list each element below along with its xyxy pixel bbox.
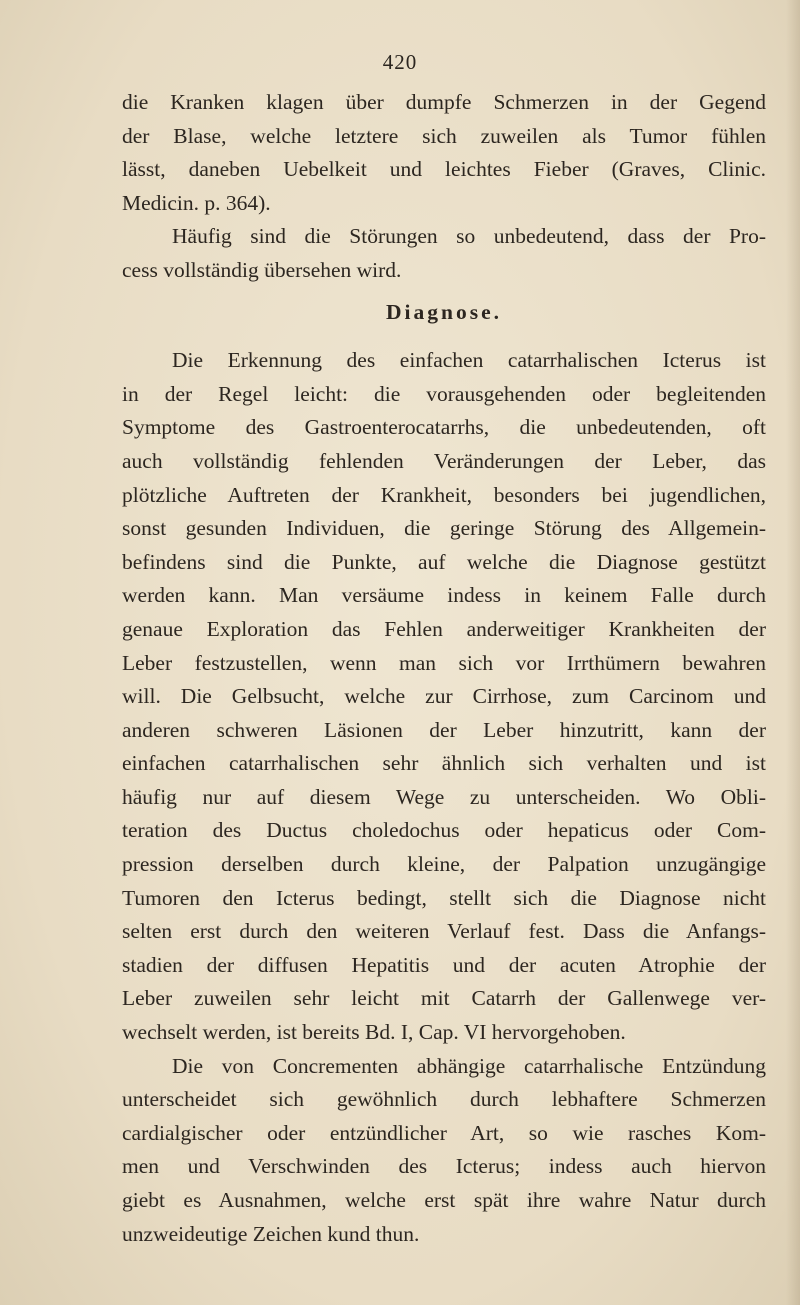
text-line: befindens sind die Punkte, auf welche die Diagnose gestützt xyxy=(122,549,766,574)
text-line: Leber festzustellen, wenn man sich vor Irrthümern bewahren xyxy=(122,650,766,675)
text-line: einfachen catarrhalischen sehr ähnlich sich verhalten und ist xyxy=(122,751,766,776)
text-line: selten erst durch den weiteren Verlauf fest. Dass die Anfangs- xyxy=(122,919,766,944)
text-line: Symptome des Gastroenterocatarrhs, die unbedeutenden, oft xyxy=(122,415,766,440)
text-line: teration des Ductus choledochus oder hepaticus oder Com- xyxy=(122,818,766,843)
text-line: giebt es Ausnahmen, welche erst spät ihre wahre Natur durch xyxy=(122,1188,766,1212)
text-line: Häufig sind die Störungen so unbedeutend, dass der Pro- xyxy=(172,224,766,249)
page-edge-shadow xyxy=(786,0,800,1305)
page-number: 420 xyxy=(382,50,418,74)
text-line: unterscheidet sich gewöhnlich durch lebhaftere Schmerzen xyxy=(122,1087,766,1112)
text-line: cardialgischer oder entzündlicher Art, so wie rasches Kom- xyxy=(122,1120,766,1145)
text-line: in der Regel leicht: die vorausgehenden oder begleitenden xyxy=(122,381,766,406)
text-line: genaue Exploration das Fehlen anderweitiger Krankheiten der xyxy=(122,616,766,641)
text-line: will. Die Gelbsucht, welche zur Cirrhose, zum Carcinom und xyxy=(122,684,766,709)
text-line: die Kranken klagen über dumpfe Schmerzen in der Gegend xyxy=(122,90,766,114)
text-line: Medicin. p. 364). xyxy=(122,190,271,215)
text-line: cess vollständig übersehen wird. xyxy=(122,257,402,282)
text-line: Leber zuweilen sehr leicht mit Catarrh der Gallenwege ver- xyxy=(122,986,766,1011)
text-line: pression derselben durch kleine, der Palpation unzugängige xyxy=(122,852,766,877)
text-line: werden kann. Man versäume indess in keinem Falle durch xyxy=(122,583,766,608)
text-line: unzweideutige Zeichen kund thun. xyxy=(122,1221,420,1246)
text-line: stadien der diffusen Hepatitis und der acuten Atrophie der xyxy=(122,952,766,977)
text-line: Die von Concrementen abhängige catarrhalische Entzündung xyxy=(172,1053,766,1078)
text-line: Tumoren den Icterus bedingt, stellt sich die Diagnose nicht xyxy=(122,885,766,910)
text-line: plötzliche Auftreten der Krankheit, besonders bei jugendlichen, xyxy=(122,482,766,507)
text-line: häufig nur auf diesem Wege zu unterscheiden. Wo Obli- xyxy=(122,784,766,809)
text-line: sonst gesunden Individuen, die geringe Störung des Allgemein- xyxy=(122,516,766,541)
text-line: lässt, daneben Uebelkeit und leichtes Fieber (Graves, Clinic. xyxy=(122,157,766,182)
text-line: anderen schweren Läsionen der Leber hinzutritt, kann der xyxy=(122,717,766,742)
body-text xyxy=(122,86,766,1251)
text-line: der Blase, welche letztere sich zuweilen als Tumor fühlen xyxy=(122,123,766,148)
section-heading: Diagnose. xyxy=(386,299,502,324)
text-line: men und Verschwinden des Icterus; indess auch hiervon xyxy=(122,1154,766,1179)
text-line: auch vollständig fehlenden Veränderungen der Leber, das xyxy=(122,448,766,473)
text-line: Die Erkennung des einfachen catarrhalischen Icterus ist xyxy=(172,348,766,373)
text-line: wechselt werden, ist bereits Bd. I, Cap. VI hervorgehoben. xyxy=(122,1020,626,1045)
